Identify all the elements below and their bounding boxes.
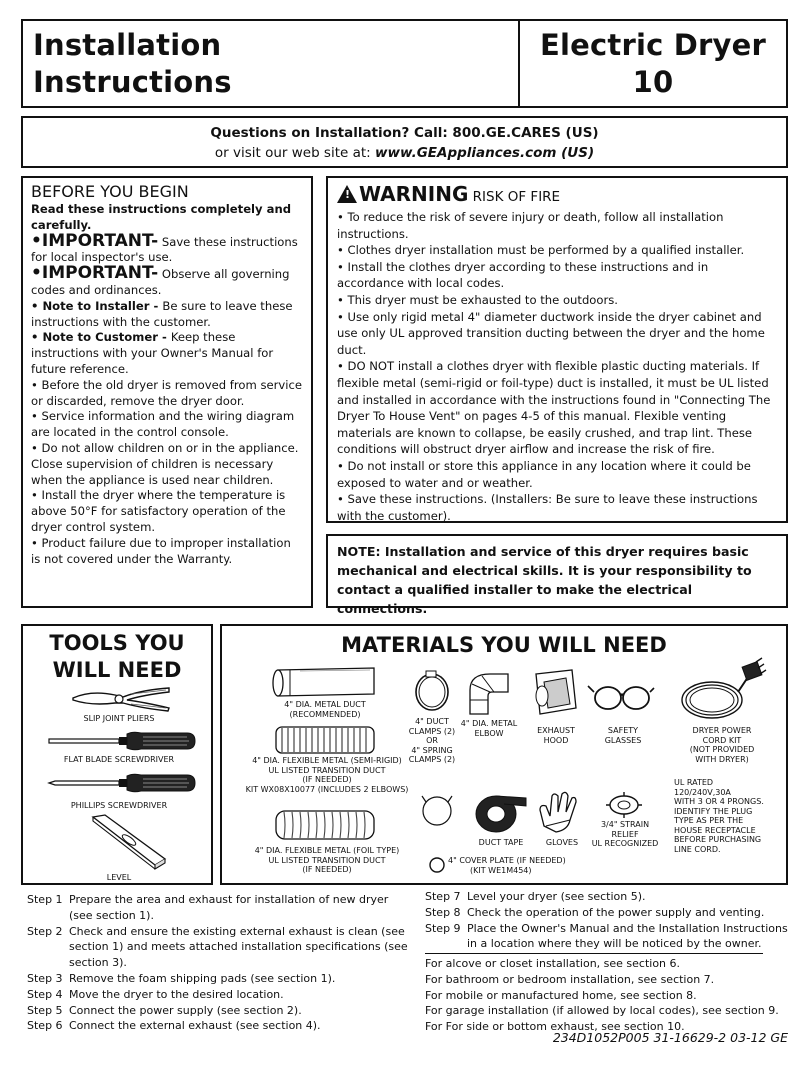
elbow-line: 4" DIA. METAL <box>460 719 518 728</box>
clamps-line: 4" DUCT <box>415 717 449 726</box>
step-number: Step 7 <box>425 890 461 903</box>
contact-web-link[interactable]: www.GEAppliances.com (US) <box>375 145 595 161</box>
foil-duct-icon <box>270 807 380 843</box>
step-row <box>425 905 790 921</box>
before-bullet: • Product failure due to improper installation is not covered under the Warranty. <box>31 535 291 566</box>
note-to-installer-label: • Note to Installer - <box>31 298 163 313</box>
cord-spec-line: LINE CORD. <box>674 844 721 854</box>
important-2-label: •IMPORTANT- <box>31 263 159 284</box>
tool-label: SLIP JOINT PLIERS <box>83 714 155 723</box>
materials-title: MATERIALS YOU WILL NEED <box>341 633 667 657</box>
elbow-line: ELBOW <box>474 728 504 738</box>
strain-relief-label <box>588 820 662 849</box>
special-installations-list <box>425 956 790 1035</box>
special-installation-item: For For side or bottom exhaust, see section 10. <box>425 1020 685 1034</box>
warning-bullet: • To reduce the risk of severe injury or death, follow all installation instructions. <box>337 210 724 241</box>
foil-duct-line: 4" DIA. FLEXIBLE METAL (FOIL TYPE) <box>254 846 400 855</box>
step-number: Step 2 <box>27 924 63 938</box>
warning-subtitle: RISK OF FIRE <box>468 189 561 205</box>
semi-rigid-line: KIT WX08X10077 (INCLUDES 2 ELBOWS) <box>245 784 409 794</box>
step-number: Step 3 <box>27 971 63 985</box>
important-1 <box>31 230 303 267</box>
step-text: Connect the power supply (see section 2). <box>69 1003 302 1017</box>
cord-spec-label <box>674 778 784 854</box>
elbow-label <box>458 719 520 738</box>
tool-label: LEVEL <box>106 873 132 882</box>
note-to-customer <box>31 330 303 377</box>
header-product-name: Electric Dryer <box>539 28 767 62</box>
special-installation-item: For alcove or closet installation, see section 6. <box>425 957 681 970</box>
header-title-box <box>21 19 520 108</box>
warning-bullet: • Use only rigid metal 4" diameter ductwork inside the dryer cabinet and use only UL approved transition ducting between the dryer and the home duct. <box>337 309 765 357</box>
step-number: Step 6 <box>27 1019 63 1033</box>
step-row <box>27 924 412 971</box>
cord-spec-line: UL RATED <box>674 778 714 787</box>
step-row <box>27 892 412 924</box>
tools-title-line2: WILL NEED <box>52 658 182 682</box>
duct-tape-icon <box>474 794 528 834</box>
section-divider <box>425 953 763 954</box>
clamps-line: OR <box>426 736 438 745</box>
glasses-label <box>590 726 656 745</box>
hood-line: HOOD <box>543 735 569 745</box>
spring-clamp-icon <box>420 794 454 828</box>
duct-tape-label: DUCT TAPE <box>478 838 524 847</box>
cover-plate-line: (KIT WE1M454) <box>470 865 532 875</box>
contact-web-prefix: or visit our web site at: <box>214 145 376 161</box>
document-number: 234D1052P005 31-16629-2 03-12 GE <box>552 1030 788 1045</box>
cover-plate-icon <box>428 856 446 874</box>
clamps-line: CLAMPS (2) <box>408 726 456 736</box>
before-bullet: • Service information and the wiring diagram are located in the control console. <box>31 409 295 440</box>
power-cord-label <box>674 726 770 764</box>
before-bullet: • Do not allow children on or in the appliance. Close supervision of children is necessary when the appliance is used near children. <box>31 440 299 487</box>
glasses-line: GLASSES <box>604 735 642 745</box>
contact-web <box>23 143 786 163</box>
tool-label: PHILLIPS SCREWDRIVER <box>70 801 168 810</box>
special-installation-item: For garage installation (if allowed by local codes), see section 9. <box>425 1004 779 1018</box>
gloves-label: GLOVES <box>545 838 579 847</box>
step-row <box>27 971 412 987</box>
before-title: BEFORE YOU BEGIN <box>31 182 189 201</box>
step-row <box>425 889 790 905</box>
semi-rigid-duct-label <box>232 756 422 794</box>
pliers-icon <box>71 686 171 712</box>
note-to-customer-text: Keep these instructions with your Owner's Manual for future reference. <box>31 330 274 376</box>
strain-relief-line: RELIEF <box>611 829 639 839</box>
important-2-text: Observe all governing codes and ordinances. <box>31 267 290 297</box>
note-to-customer-label: • Note to Customer - <box>31 330 171 345</box>
semi-rigid-line: (IF NEEDED) <box>302 775 352 784</box>
clamps-label <box>402 717 462 765</box>
tool-label: FLAT BLADE SCREWDRIVER <box>63 755 175 764</box>
cord-spec-line: IDENTIFY THE PLUG <box>674 806 753 816</box>
special-installation-item: For mobile or manufactured home, see section 8. <box>425 988 697 1002</box>
warning-triangle-icon <box>337 185 357 203</box>
tools-title <box>23 630 211 684</box>
warning-box <box>326 176 788 523</box>
level-icon <box>89 813 169 871</box>
note-box: NOTE: Installation and service of this dryer requires basic mechanical and electrical skills. It is your responsibility to contact a qualified installer to make the electrical connections. <box>326 534 788 608</box>
duct-clamp-icon <box>412 670 452 714</box>
header-title-line1: Installation <box>33 28 222 62</box>
tools-title-line1: TOOLS YOU <box>49 631 185 655</box>
elbow-icon <box>466 670 510 716</box>
phillips-screwdriver-icon <box>47 772 197 794</box>
cord-spec-line: 120/240V,30A <box>674 787 731 797</box>
power-cord-line: DRYER POWER <box>692 726 752 735</box>
important-2 <box>31 263 303 299</box>
step-number: Step 9 <box>425 921 461 935</box>
header-title-line2: Instructions <box>33 65 232 99</box>
contact-phone: Questions on Installation? Call: 800.GE.CARES (US) <box>210 125 599 141</box>
step-number: Step 1 <box>27 893 63 906</box>
strain-relief-line: UL RECOGNIZED <box>591 839 659 848</box>
step-text: Move the dryer to the desired location. <box>69 987 284 1001</box>
materials-box <box>220 624 788 885</box>
steps-list-right <box>425 889 790 952</box>
before-bullet: • Install the dryer where the temperature is above 50°F for satisfactory operation of the dryer control system. <box>31 488 286 534</box>
gloves-icon <box>536 790 586 834</box>
cover-plate-line: 4" COVER PLATE (IF NEEDED) <box>448 856 566 865</box>
strain-relief-icon <box>606 792 642 818</box>
rigid-duct-line: (RECOMMENDED) <box>289 709 361 719</box>
foil-duct-label <box>232 846 422 875</box>
warning-bullet: • Do not install or store this appliance in any location where it could be exposed to water and or weather. <box>337 458 751 490</box>
step-text: Prepare the area and exhaust for installation of new dryer (see section 1). <box>69 893 389 922</box>
power-cord-line: CORD KIT <box>702 735 742 745</box>
step-text: Level your dryer (see section 5). <box>467 890 646 903</box>
before-intro: Read these instructions completely and carefully. <box>31 202 291 232</box>
hood-label <box>526 726 586 745</box>
clamps-line: CLAMPS (2) <box>408 755 456 764</box>
clamps-line: 4" SPRING <box>411 745 453 755</box>
step-text: Check and ensure the existing external exhaust is clean (see section 1) and meets attached installation specifications (see section 3). <box>69 924 408 970</box>
cord-spec-line: WITH 3 OR 4 PRONGS. <box>674 797 764 806</box>
warning-heading <box>337 182 777 209</box>
step-text: Remove the foam shipping pads (see section 1). <box>69 971 336 985</box>
warning-bullet: • Install the clothes dryer according to these instructions and in accordance with local codes. <box>337 259 709 291</box>
step-number: Step 4 <box>27 987 63 1001</box>
cord-spec-line: HOUSE RECEPTACLE <box>674 825 756 835</box>
rigid-duct-line: 4" DIA. METAL DUCT <box>284 700 366 709</box>
warning-bullet: • This dryer must be exhausted to the outdoors. <box>337 292 618 307</box>
cord-spec-line: TYPE AS PER THE <box>674 816 744 825</box>
contact-bar <box>21 116 788 168</box>
power-cord-line: (NOT PROVIDED <box>689 745 755 754</box>
flat-screwdriver-icon <box>47 730 197 752</box>
important-1-text: Save these instructions for local inspector's use. <box>31 234 298 265</box>
semi-rigid-line: UL LISTED TRANSITION DUCT <box>268 765 386 775</box>
cover-plate-label <box>448 856 578 875</box>
step-text: Connect the external exhaust (see section 4). <box>69 1019 321 1033</box>
strain-relief-line: 3/4" STRAIN <box>600 820 650 829</box>
cord-spec-line: BEFORE PURCHASING <box>674 835 762 844</box>
warning-bullet: • Save these instructions. (Installers: Be sure to leave these instructions with the customer). <box>337 492 758 523</box>
step-row <box>27 987 412 1003</box>
foil-duct-line: UL LISTED TRANSITION DUCT <box>268 855 386 865</box>
special-installation-item: For bathroom or bedroom installation, see section 7. <box>425 972 715 986</box>
warning-title: WARNING <box>359 182 469 206</box>
tools-box <box>21 624 213 885</box>
warning-bullet: • DO NOT install a clothes dryer with flexible plastic ducting materials. If flexible metal (semi-rigid or foil-type) duct is installed, it must be UL listed and installed in accordance with the instructions found in "Connecting The Dryer To House Vent" on pages 4-5 of this manual. Flexible venting materials are known to collapse, be easily crushed, and trap lint. These conditions will obstruct dryer airflow and increase the risk of fire. <box>337 359 771 457</box>
before-bullet: • Before the old dryer is removed from service or discarded, remove the dryer door. <box>31 377 302 408</box>
hood-line: EXHAUST <box>537 726 575 735</box>
foil-duct-line: (IF NEEDED) <box>302 865 352 874</box>
step-text: Place the Owner's Manual and the Installation Instructions in a location where they will be noticed by the owner. <box>467 921 788 951</box>
power-cord-icon <box>678 662 768 724</box>
note-to-installer <box>31 299 303 331</box>
step-row <box>27 1018 412 1034</box>
before-you-begin-box <box>21 176 313 608</box>
safety-glasses-icon <box>592 682 654 714</box>
important-1-label: •IMPORTANT- <box>31 230 159 251</box>
rigid-duct-label <box>262 700 388 719</box>
header-page-number: 10 <box>632 65 674 99</box>
header-product-box <box>518 19 788 108</box>
step-text: Check the operation of the power supply and venting. <box>467 905 765 919</box>
steps-list-left <box>27 892 412 1034</box>
rigid-duct-icon <box>270 666 380 698</box>
semi-rigid-line: 4" DIA. FLEXIBLE METAL (SEMI-RIGID) <box>252 756 402 765</box>
exhaust-hood-icon <box>532 668 580 718</box>
glasses-line: SAFETY <box>607 726 639 735</box>
semi-rigid-duct-icon <box>270 724 380 756</box>
step-row <box>425 921 790 953</box>
step-number: Step 8 <box>425 905 461 919</box>
note-to-installer-text: Be sure to leave these instructions with the customer. <box>31 298 293 329</box>
warning-bullet: • Clothes dryer installation must be performed by a qualified installer. <box>337 243 745 258</box>
power-cord-line: WITH DRYER) <box>695 754 749 764</box>
step-number: Step 5 <box>27 1003 63 1017</box>
step-row <box>27 1003 412 1019</box>
